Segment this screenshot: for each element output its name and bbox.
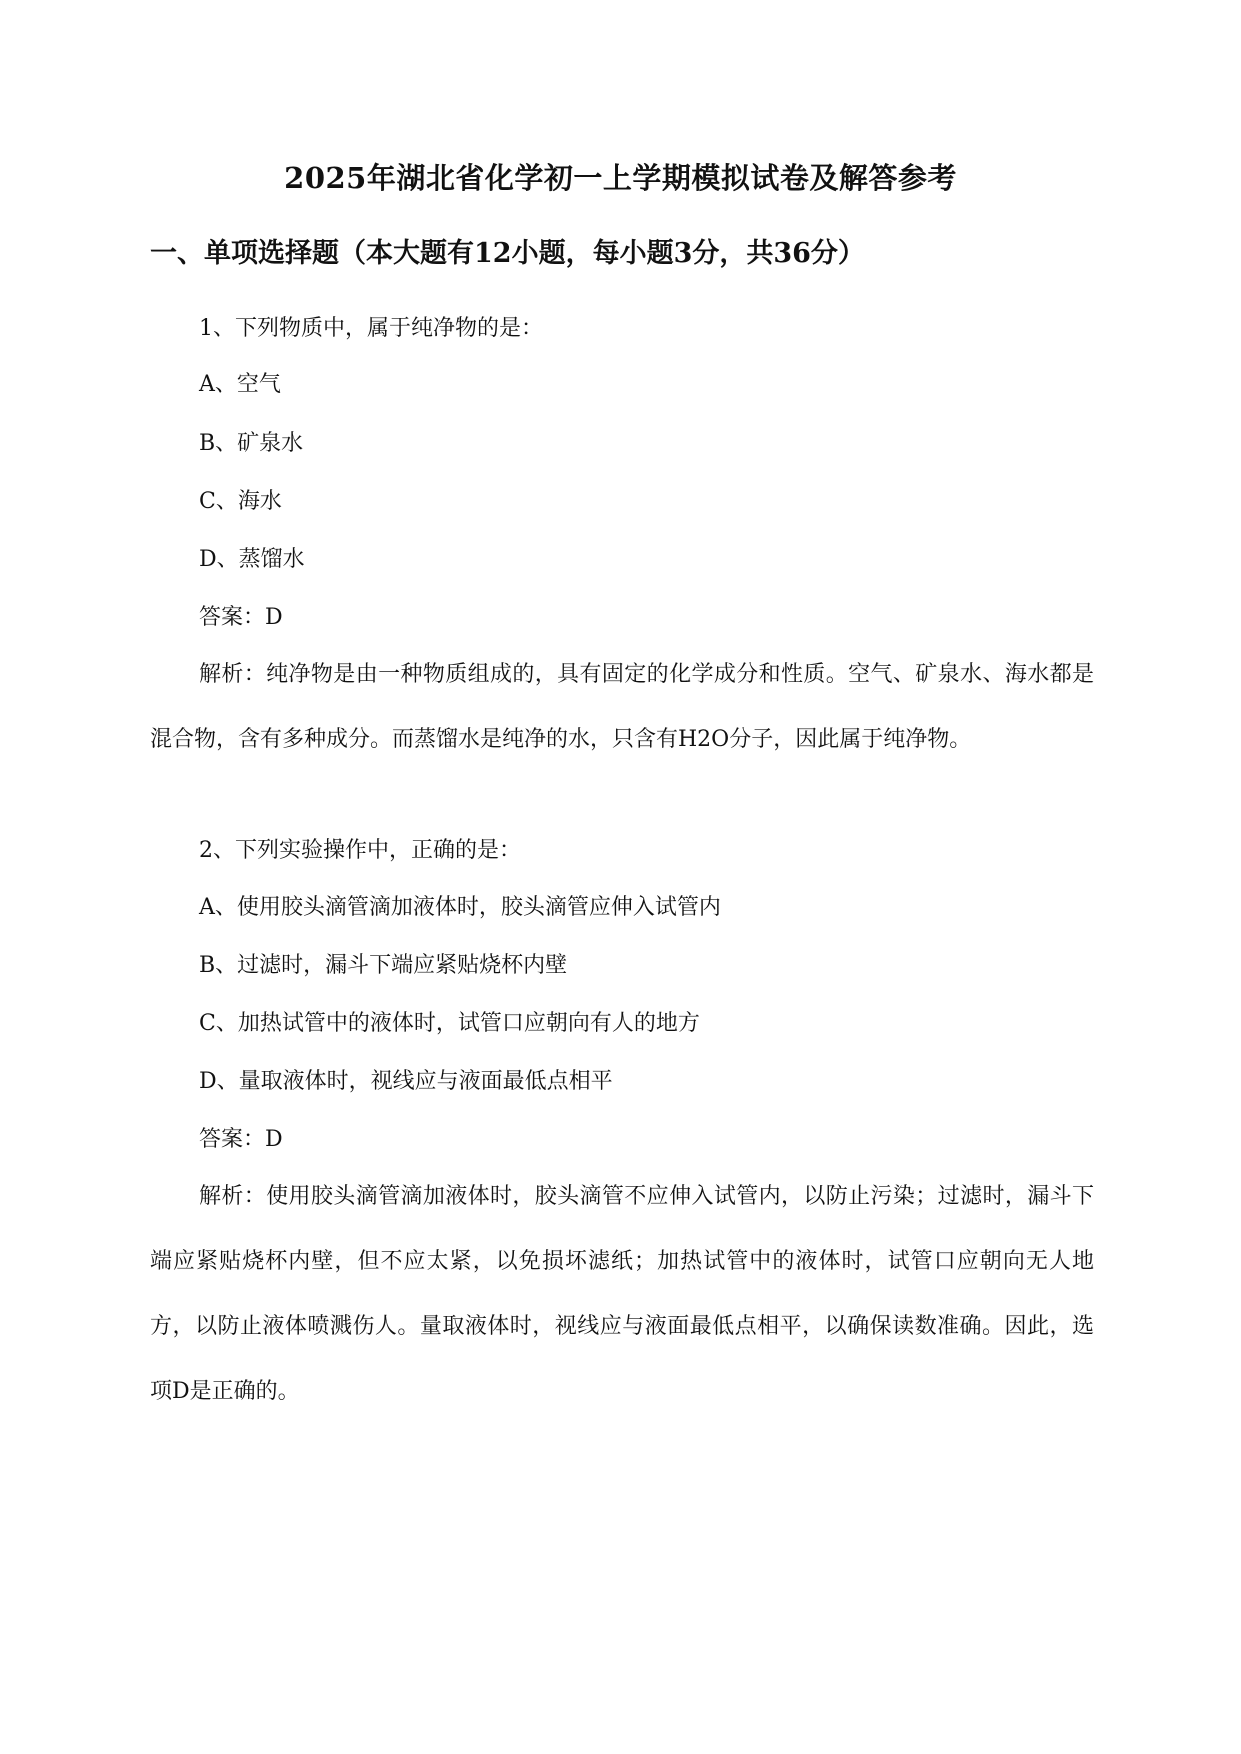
section-heading: 一、单项选择题（本大题有12小题，每小题3分，共36分） [150,238,865,269]
question-2-answer: 答案：D [199,1127,283,1152]
question-2-option-a: A、使用胶头滴管滴加液体时，胶头滴管应伸入试管内 [199,895,721,920]
question-1-option-a: A、空气 [199,372,281,397]
question-1-analysis: 解析：纯净物是由一种物质组成的，具有固定的化学成分和性质。空气、矿泉水、海水都是混合物，含有多种成分。而蒸馏水是纯净的水，只含有H2O分子，因此属于纯净物。 [150,662,1094,752]
question-1-option-b: B、矿泉水 [199,431,304,456]
question-2-analysis: 解析：使用胶头滴管滴加液体时，胶头滴管不应伸入试管内，以防止污染；过滤时，漏斗下端应紧贴烧杯内壁，但不应太紧，以免损坏滤纸；加热试管中的液体时，试管口应朝向无人地方，以防止液体喷溅伤人。量取液体时，视线应与液面最低点相平，以确保读数准确。因此，选项D是正确的。 [150,1184,1094,1404]
question-2-option-b: B、过滤时，漏斗下端应紧贴烧杯内壁 [199,953,568,978]
question-1-answer: 答案：D [199,605,283,630]
page-title: 2025年湖北省化学初一上学期模拟试卷及解答参考 [284,161,957,195]
question-1-option-c: C、海水 [199,489,282,514]
question-2-option-d: D、量取液体时，视线应与液面最低点相平 [199,1069,613,1094]
question-2-option-c: C、加热试管中的液体时，试管口应朝向有人的地方 [199,1011,700,1036]
question-1-stem: 1、下列物质中，属于纯净物的是： [199,316,543,341]
question-1-option-d: D、蒸馏水 [199,547,305,572]
question-2-stem: 2、下列实验操作中，正确的是： [199,838,521,863]
